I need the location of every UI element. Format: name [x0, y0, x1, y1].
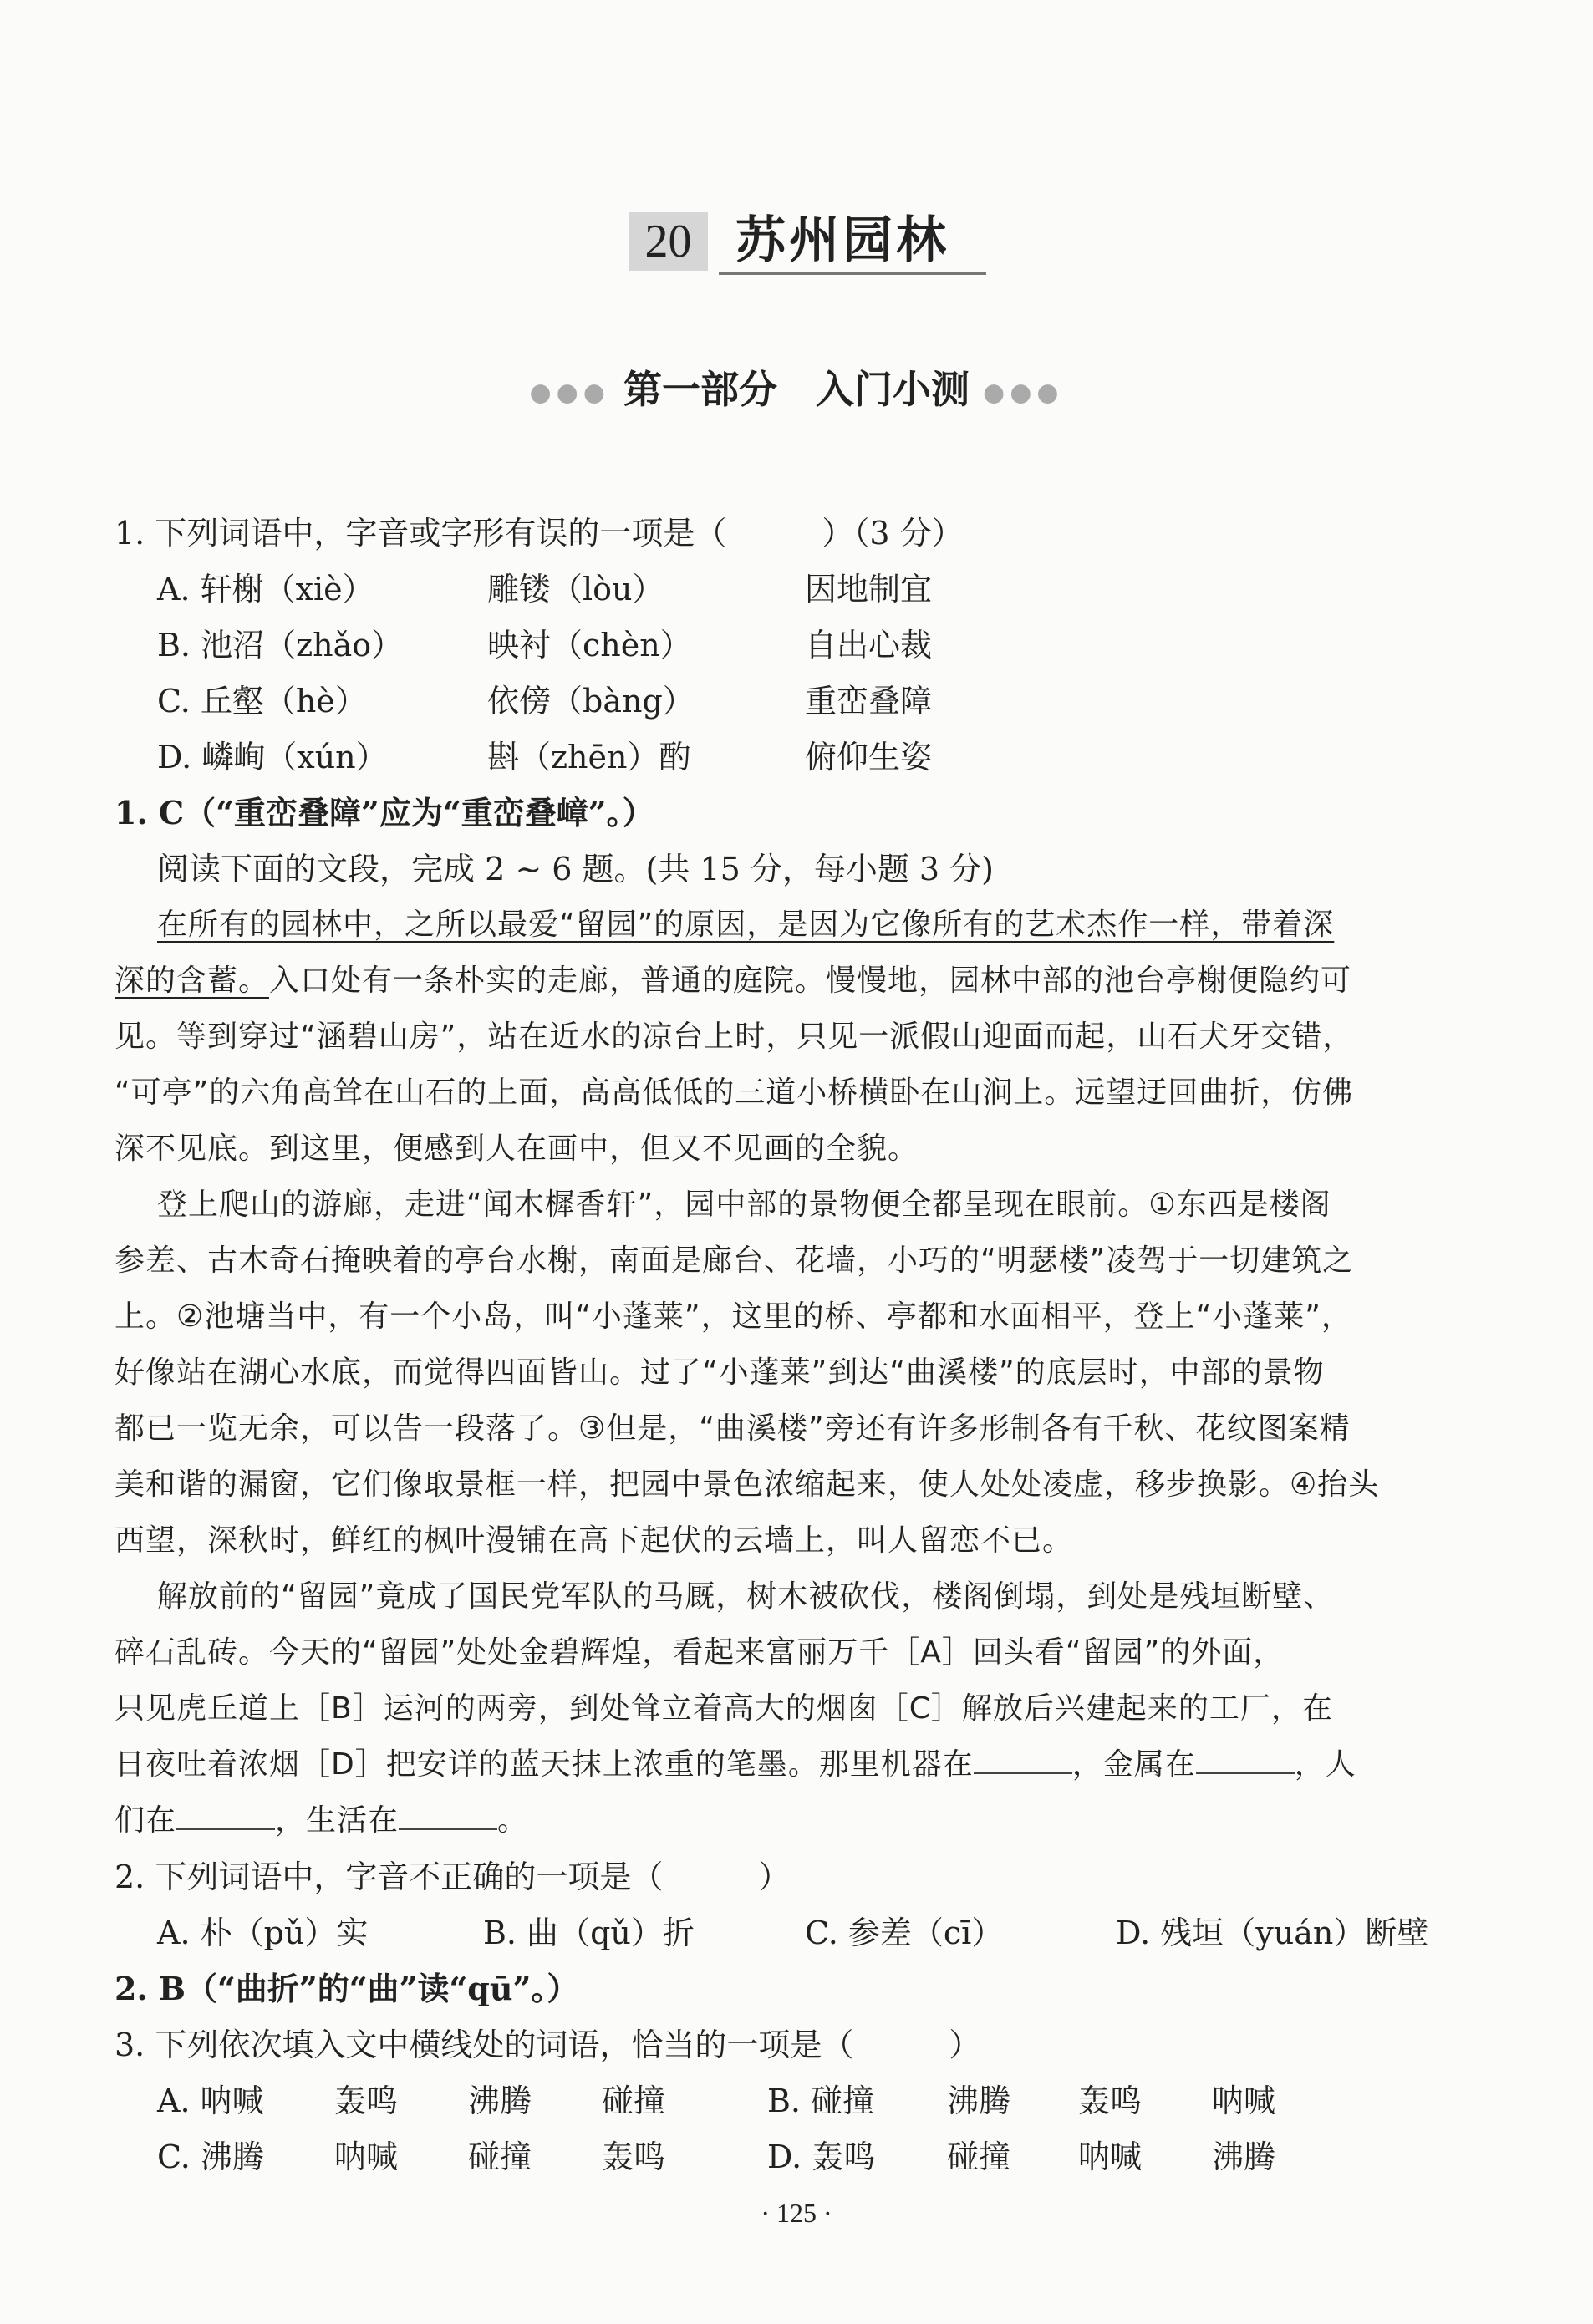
title-underline	[719, 272, 986, 275]
q3-option-c-4: 轰鸣	[602, 2138, 666, 2175]
q1-option-c-3: 重峦叠障	[805, 683, 933, 720]
q2-option-a: A. 朴（pǔ）实	[157, 1915, 369, 1951]
q1-option-b-1: B. 池沼（zhǎo）	[157, 627, 404, 664]
passage-text: 日夜吐着浓烟［D］把安详的蓝天抹上浓重的笔墨。那里机器在	[115, 1747, 974, 1782]
q1-answer: 1. C（“重峦叠障”应为“重峦叠嶂”。）	[115, 794, 654, 831]
q3-option-b-1: B. 碰撞	[767, 2082, 875, 2119]
passage-p3-line5	[115, 1800, 528, 1842]
q2-stem: 2. 下列词语中，字音不正确的一项是（ ）	[115, 1859, 791, 1895]
q3-option-a-3: 沸腾	[468, 2082, 532, 2119]
chapter-number: 20	[629, 212, 708, 271]
q3-option-a-1: A. 呐喊	[157, 2082, 264, 2119]
q1-option-c-2: 依傍（bàng）	[487, 683, 695, 720]
q3-stem: 3. 下列依次填入文中横线处的词语，恰当的一项是（ ）	[115, 2027, 981, 2063]
q1-option-a-3: 因地制宜	[805, 571, 933, 608]
passage-p2-line2: 参差、古木奇石掩映着的亭台水榭，南面是廊台、花墙，小巧的“明瑟楼”凌驾于一切建筑之	[115, 1243, 1354, 1278]
q2-answer: 2. B（“曲折”的“曲”读“qū”。）	[115, 1970, 579, 2007]
passage-text: 们在	[115, 1803, 177, 1838]
q1-option-d-1: D. 嶙峋（xún）	[157, 739, 388, 776]
section-title: 第一部分 入门小测	[623, 367, 970, 412]
passage-p1-line5: 深不见底。到这里，便感到人在画中，但又不见画的全貌。	[115, 1131, 919, 1166]
q3-option-b-4: 呐喊	[1212, 2082, 1276, 2119]
q3-option-b-3: 轰鸣	[1078, 2082, 1143, 2119]
q1-option-c-1: C. 丘壑（hè）	[157, 683, 367, 720]
q3-option-d-3: 呐喊	[1078, 2138, 1143, 2175]
q3-option-c-1: C. 沸腾	[157, 2138, 264, 2175]
passage-p1-line3: 见。等到穿过“涵碧山房”，站在近水的凉台上时，只见一派假山迎面而起，山石犬牙交错，	[115, 1020, 1354, 1054]
q3-option-c-2: 呐喊	[334, 2138, 399, 2175]
passage-p2-line4: 好像站在湖心水底，而觉得四面皆山。过了“小蓬莱”到达“曲溪楼”的底层时，中部的景物	[115, 1355, 1325, 1390]
passage-p2-line7: 西望，深秋时，鲜红的枫叶漫铺在高下起伏的云墙上，叫人留恋不已。	[115, 1523, 1074, 1558]
passage-p2-line5: 都已一览无余，可以告一段落了。③但是，“曲溪楼”旁还有许多形制各有千秋、花纹图案精	[115, 1411, 1351, 1446]
passage-p3-line3: 只见虎丘道上［B］运河的两旁，到处耸立着高大的烟囱［C］解放后兴建起来的工厂，在	[115, 1691, 1333, 1726]
q1-option-a-1: A. 轩榭（xiè）	[157, 571, 374, 608]
q3-option-d-4: 沸腾	[1212, 2138, 1276, 2175]
q3-option-d-1: D. 轰鸣	[767, 2138, 876, 2175]
section-dots-right: ●●●	[983, 378, 1064, 408]
q1-option-d-3: 俯仰生姿	[805, 739, 933, 776]
reading-intro: 阅读下面的文段，完成 2 ~ 6 题。(共 15 分，每小题 3 分)	[157, 851, 995, 887]
passage-p1-line4: “可亭”的六角高耸在山石的上面，高高低低的三道小桥横卧在山涧上。远望迂回曲折，仿佛	[115, 1076, 1354, 1110]
passage-p1-line2	[115, 960, 1351, 1002]
passage-p2-line6: 美和谐的漏窗，它们像取景框一样，把园中景色浓缩起来，使人处处凌虚，移步换影。④抬头	[115, 1467, 1380, 1502]
section-heading	[0, 359, 1593, 414]
q2-option-d: D. 残垣（yuán）断壁	[1116, 1915, 1429, 1951]
q3-option-c-3: 碰撞	[468, 2138, 532, 2175]
q2-option-b: B. 曲（qǔ）折	[483, 1915, 695, 1951]
passage-p3-line2: 碎石乱砖。今天的“留园”处处金碧辉煌，看起来富丽万千［A］回头看“留园”的外面，	[115, 1635, 1285, 1670]
q1-option-b-3: 自出心裁	[805, 627, 933, 664]
passage-text: ，金属在	[1071, 1747, 1196, 1782]
passage-p1-line1	[157, 904, 1334, 946]
q3-option-b-2: 沸腾	[947, 2082, 1011, 2119]
chapter-title	[618, 211, 986, 277]
q3-option-d-2: 碰撞	[947, 2138, 1011, 2175]
passage-text: 入口处有一条朴实的走廊，普通的庭院。慢慢地，园林中部的池台亭榭便隐约可	[269, 964, 1352, 998]
passage-text: ，人	[1294, 1747, 1356, 1782]
fill-blank-4	[399, 1803, 497, 1830]
underlined-sentence: 在所有的园林中，之所以最爱“留园”的原因，是因为它像所有的艺术杰作一样，带着深	[157, 908, 1335, 942]
chapter-title-text: 苏州园林	[735, 211, 949, 270]
passage-p2-line1: 登上爬山的游廊，走进“闻木樨香轩”，园中部的景物便全都呈现在眼前。①东西是楼阁	[157, 1187, 1331, 1222]
page-number: · 125 ·	[761, 2198, 832, 2228]
underlined-sentence-end: 深的含蓄。	[115, 964, 270, 998]
passage-p3-line1: 解放前的“留园”竟成了国民党军队的马厩，树木被砍伐，楼阁倒塌，到处是残垣断壁、	[157, 1579, 1335, 1614]
q1-option-b-2: 映衬（chèn）	[487, 627, 692, 664]
passage-p2-line3: 上。②池塘当中，有一个小岛，叫“小蓬莱”，这里的桥、亭都和水面相平，登上“小蓬莱”，	[115, 1299, 1352, 1334]
q2-option-c: C. 参差（cī）	[805, 1915, 1004, 1951]
fill-blank-1	[974, 1747, 1072, 1774]
q3-option-a-2: 轰鸣	[334, 2082, 399, 2119]
passage-p3-line4	[115, 1744, 1356, 1786]
q3-option-a-4: 碰撞	[602, 2082, 666, 2119]
q1-option-a-2: 雕镂（lòu）	[487, 571, 664, 608]
fill-blank-3	[176, 1803, 275, 1830]
q1-stem: 1. 下列词语中，字音或字形有误的一项是（ ）（3 分）	[115, 515, 964, 552]
passage-text: ，生活在	[275, 1803, 400, 1838]
passage-text: 。	[497, 1803, 529, 1838]
q1-option-d-2: 斟（zhēn）酌	[487, 739, 691, 776]
fill-blank-2	[1196, 1747, 1295, 1774]
section-dots-left: ●●●	[529, 378, 610, 408]
